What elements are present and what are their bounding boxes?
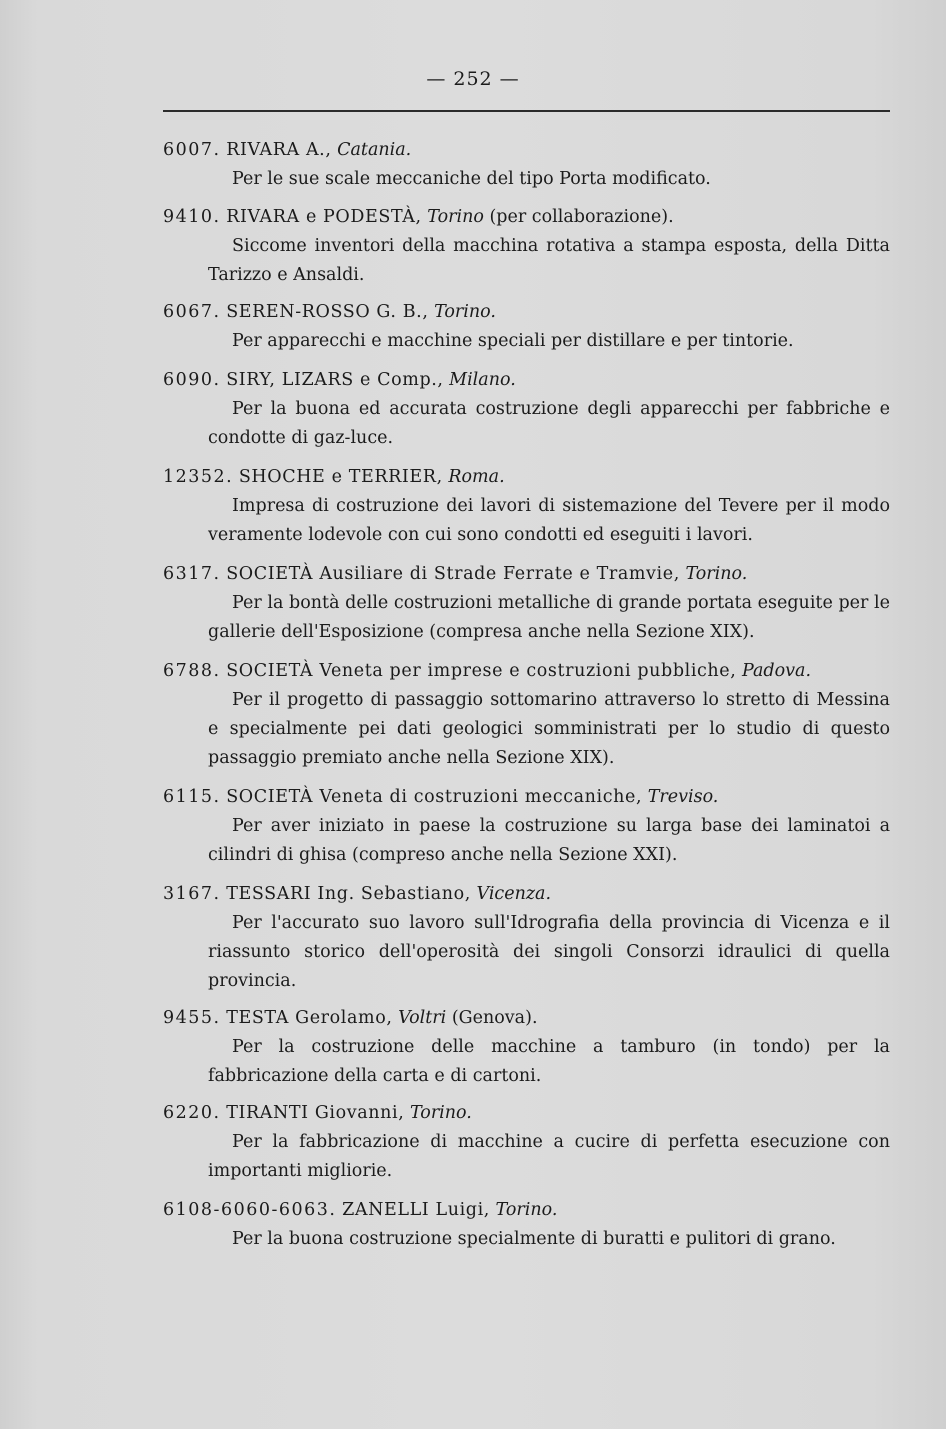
entry-9410 [0, 203, 946, 298]
entry-name: SOCIETÀ Veneta per imprese e costruzioni pubbliche, [226, 661, 737, 681]
entry-text: Per il progetto di passaggio sottomarino attraverso lo stretto di Messina e specialmente pei dati geologici somministrati per lo studio di questo passaggio premiato anche nella Sezione XIX). [208, 690, 890, 768]
entry-heading [0, 1004, 946, 1033]
entry-9455 [0, 1004, 946, 1099]
entry-6108 [0, 1196, 946, 1266]
entry-city: Torino. [434, 302, 496, 322]
entry-name: TESSARI Ing. Sebastiano, [226, 884, 471, 904]
entry-number: 6067. [163, 302, 221, 322]
entry-text: Per la buona ed accurata costruzione degli apparecchi per fabbriche e condotte di gaz-luce. [208, 399, 890, 448]
page-number: — 252 — [426, 68, 520, 90]
entry-extra: (Genova). [451, 1008, 538, 1028]
entry-name: SIRY, LIZARS e Comp., [226, 370, 444, 390]
entry-number: 3167. [163, 884, 221, 904]
entry-city: Voltri [398, 1008, 447, 1028]
entry-heading [0, 298, 946, 327]
entry-number: 6220. [163, 1103, 221, 1123]
entry-name: TIRANTI Giovanni, [226, 1103, 405, 1123]
entry-heading [0, 136, 946, 165]
entry-city: Roma. [448, 467, 505, 487]
entry-text: Siccome inventori della macchina rotativa a stampa esposta, della Ditta Tarizzo e Ansaldi. [208, 236, 890, 285]
entry-number: 9410. [163, 207, 221, 227]
entry-city: Torino. [409, 1103, 472, 1123]
entry-heading [0, 1099, 946, 1128]
entry-name: SEREN-ROSSO G. B., [226, 302, 429, 322]
entry-3167 [0, 880, 946, 1004]
entry-name: RIVARA e PODESTÀ, [226, 207, 422, 227]
entry-heading [0, 783, 946, 812]
entry-name: SOCIETÀ Veneta di costruzioni meccaniche, [226, 787, 643, 807]
entry-number: 6007. [163, 140, 221, 160]
entry-text: Per le sue scale meccaniche del tipo Porta modificato. [232, 169, 711, 189]
entry-6317 [0, 560, 946, 657]
entry-6115 [0, 783, 946, 880]
entry-6220 [0, 1099, 946, 1196]
entry-name: ZANELLI Luigi, [342, 1200, 490, 1220]
entry-city: Milano. [449, 370, 516, 390]
entry-text: Per la fabbricazione di macchine a cucire di perfetta esecuzione con importanti migliorie. [208, 1132, 890, 1181]
entry-heading [0, 560, 946, 589]
entry-extra: (per collaborazione). [489, 207, 674, 227]
entry-text: Per apparecchi e macchine speciali per distillare e per tintorie. [232, 331, 794, 351]
entry-heading [0, 203, 946, 232]
entry-text: Per la costruzione delle macchine a tamburo (in tondo) per la fabbricazione della carta e di cartoni. [208, 1037, 890, 1086]
entry-number: 6115. [163, 787, 221, 807]
entry-text: Per l'accurato suo lavoro sull'Idrografia della provincia di Vicenza e il riassunto storico dell'operosità dei singoli Consorzi idraulici di quella provincia. [208, 913, 890, 991]
entry-heading [0, 366, 946, 395]
entry-name: SHOCHE e TERRIER, [238, 467, 443, 487]
entry-6788 [0, 657, 946, 783]
entry-6067 [0, 298, 946, 366]
entry-city: Catania. [337, 140, 412, 160]
entry-number: 6108-6060-6063. [163, 1200, 337, 1220]
entry-name: RIVARA A., [226, 140, 332, 160]
entry-number: 9455. [163, 1008, 221, 1028]
entry-name: SOCIETÀ Ausiliare di Strade Ferrate e Tramvie, [226, 564, 680, 584]
entry-name: TESTA Gerolamo, [226, 1008, 393, 1028]
entry-heading [0, 880, 946, 909]
entry-text: Per la bontà delle costruzioni metalliche di grande portata eseguite per le gallerie dell'Esposizione (compresa anche nella Sezione XIX). [208, 593, 890, 642]
entry-heading [0, 1196, 946, 1225]
entry-6007 [0, 136, 946, 203]
entry-6090 [0, 366, 946, 463]
entry-12352 [0, 463, 946, 560]
entry-city: Treviso. [647, 787, 719, 807]
entry-city: Padova. [742, 661, 812, 681]
entry-number: 12352. [163, 467, 234, 487]
entry-text: Per aver iniziato in paese la costruzione su larga base dei laminatoi a cilindri di ghisa (compreso anche nella Sezione XXI). [208, 816, 890, 865]
entry-city: Torino [427, 207, 484, 227]
entry-heading [0, 463, 946, 492]
entries-list [0, 136, 946, 1266]
entry-text: Per la buona costruzione specialmente di buratti e pulitori di grano. [232, 1229, 836, 1249]
entry-heading [0, 657, 946, 686]
header-rule [163, 110, 890, 112]
entry-city: Torino. [685, 564, 748, 584]
entry-city: Torino. [495, 1200, 558, 1220]
entry-number: 6317. [163, 564, 221, 584]
entry-text: Impresa di costruzione dei lavori di sistemazione del Tevere per il modo veramente lodevole con cui sono condotti ed eseguiti i lavori. [208, 496, 890, 545]
entry-number: 6788. [163, 661, 221, 681]
entry-city: Vicenza. [476, 884, 552, 904]
entry-number: 6090. [163, 370, 221, 390]
